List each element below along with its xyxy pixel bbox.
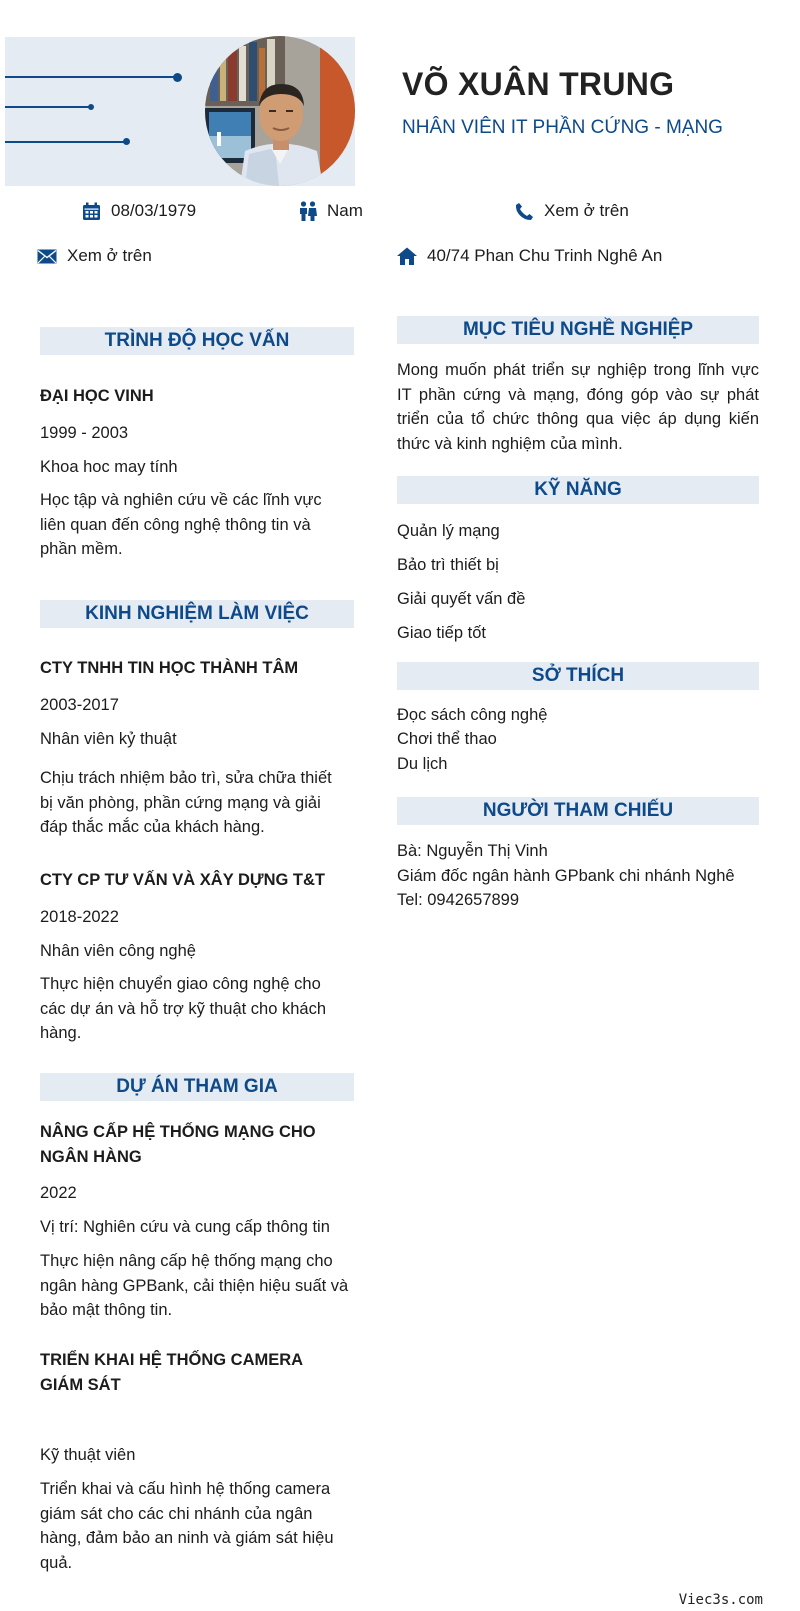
project-role-1: Vị trí: Nghiên cứu và cung cấp thông tin [40, 1218, 330, 1236]
hobby-item-3: Du lịch [397, 755, 448, 773]
decor-dot-1 [173, 73, 182, 82]
reference-line-1: Bà: Nguyễn Thị Vinh [397, 842, 548, 860]
hobby-item-2: Chơi thể thao [397, 730, 497, 748]
experience-description-2: Thực hiện chuyển giao công nghệ cho các dự án và hỗ trợ kỹ thuật cho khách hàng. [40, 975, 327, 1042]
skill-item-3: Giải quyết vấn đề [397, 590, 526, 608]
objective-text: Mong muốn phát triển sự nghiệp trong lĩnh vực IT phần cứng và mạng, đóng góp vào sự phát triển của tổ chức thông qua việc áp dụng kiến thức và kinh nghiệm của mình. [397, 361, 759, 453]
project-description-2: Triển khai và cấu hình hệ thống camera giám sát cho các chi nhánh của ngân hàng, đảm bảo an ninh và giám sát hiệu quả. [40, 1480, 334, 1572]
address-info [397, 246, 662, 266]
gender-info [299, 201, 363, 221]
calendar-icon [82, 202, 101, 221]
objective-heading: MỤC TIÊU NGHỀ NGHIỆP [397, 316, 759, 344]
reference-line-3: Tel: 0942657899 [397, 891, 520, 909]
decor-line-2 [5, 106, 91, 108]
hobbies-heading: SỞ THÍCH [397, 662, 759, 690]
gender-value: Nam [327, 201, 363, 220]
email-value: Xem ở trên [67, 246, 152, 265]
project-description-1: Thực hiện nâng cấp hệ thống mạng cho ngân hàng GPBank, cải thiện hiệu suất và bảo mật thông tin. [40, 1252, 349, 1319]
address-value: 40/74 Phan Chu Trinh Nghê An [427, 246, 663, 265]
decor-dot-3 [123, 138, 130, 145]
email-info [37, 246, 152, 266]
experience-company-1: CTY TNHH TIN HỌC THÀNH TÂM [40, 659, 299, 677]
people-icon [299, 201, 317, 221]
watermark: Viec3s.com [678, 1592, 763, 1608]
project-name-2: TRIỂN KHAI HỆ THỐNG CAMERA GIÁM SÁT [40, 1351, 303, 1394]
experience-role-2: Nhân viên công nghệ [40, 942, 196, 960]
avatar [205, 36, 355, 186]
experience-heading: KINH NGHIỆM LÀM VIỆC [40, 600, 354, 628]
experience-period-1: 2003-2017 [40, 696, 119, 714]
skills-heading: KỸ NĂNG [397, 476, 759, 504]
education-heading: TRÌNH ĐỘ HỌC VẤN [40, 327, 354, 355]
skill-item-4: Giao tiếp tốt [397, 624, 486, 642]
experience-description-1: Chịu trách nhiệm bảo trì, sửa chữa thiết bị văn phòng, phần cứng mạng và giải đáp thắc mắc của khách hàng. [40, 769, 332, 836]
decor-line-1 [5, 76, 177, 78]
decor-line-3 [5, 141, 127, 143]
decor-dot-2 [88, 104, 94, 110]
phone-value: Xem ở trên [544, 201, 629, 220]
experience-role-1: Nhân viên kỷ thuật [40, 730, 177, 748]
project-year-1: 2022 [40, 1184, 77, 1202]
birthdate-value: 08/03/1979 [111, 201, 197, 220]
education-school: ĐẠI HỌC VINH [40, 387, 154, 405]
birthdate-info [82, 201, 196, 221]
hobby-item-1: Đọc sách công nghệ [397, 706, 548, 724]
education-major: Khoa hoc may tính [40, 458, 178, 476]
experience-period-2: 2018-2022 [40, 908, 119, 926]
envelope-icon [37, 249, 57, 264]
phone-icon [515, 202, 534, 221]
home-icon [397, 247, 417, 265]
skill-item-2: Bảo trì thiết bị [397, 556, 499, 574]
skill-item-1: Quản lý mạng [397, 522, 500, 540]
candidate-name: VÕ XUÂN TRUNG [402, 66, 675, 102]
references-heading: NGƯỜI THAM CHIẾU [397, 797, 759, 825]
education-years: 1999 - 2003 [40, 424, 129, 442]
phone-info [515, 201, 629, 221]
project-name-1: NÂNG CẤP HỆ THỐNG MẠNG CHO NGÂN HÀNG [40, 1123, 316, 1166]
reference-line-2: Giám đốc ngân hành GPbank chi nhánh Nghê [397, 867, 735, 885]
experience-company-2: CTY CP TƯ VẤN VÀ XÂY DỰNG T&T [40, 871, 325, 889]
education-description: Học tập và nghiên cứu về các lĩnh vực liên quan đến công nghệ thông tin và phần mềm. [40, 491, 322, 558]
candidate-job-title: NHÂN VIÊN IT PHẦN CỨNG - MẠNG [402, 117, 723, 138]
project-role-2: Kỹ thuật viên [40, 1446, 136, 1464]
projects-heading: DỰ ÁN THAM GIA [40, 1073, 354, 1101]
